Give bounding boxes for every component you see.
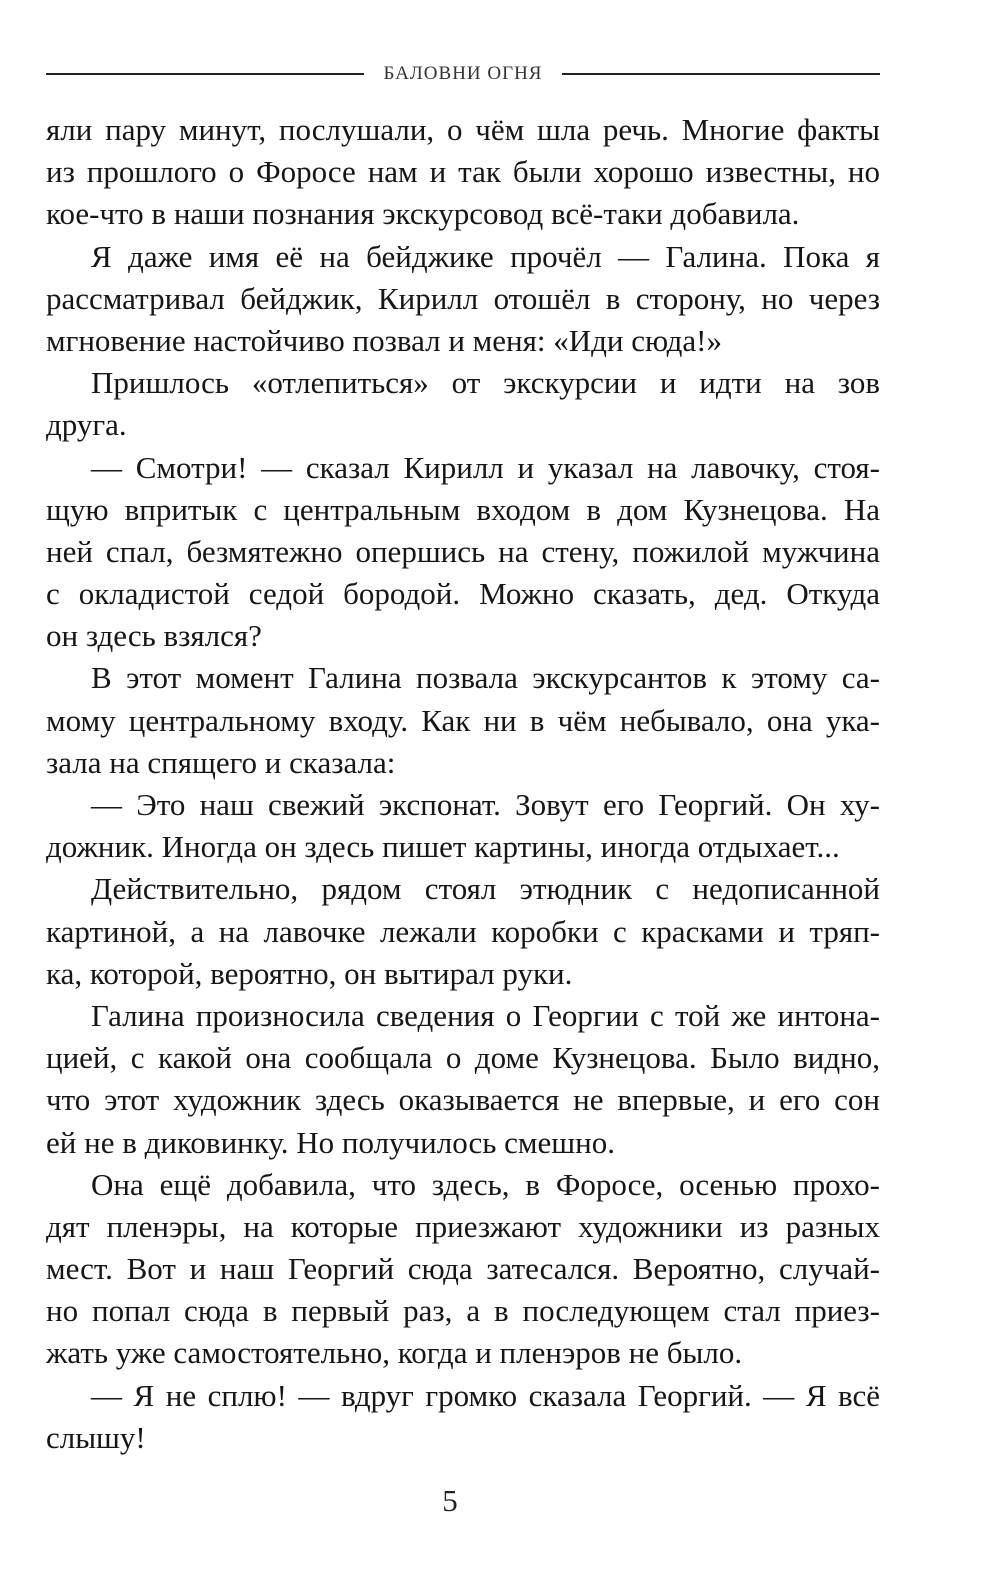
text-line: ка, которой, вероятно, он вытирал руки.: [46, 955, 573, 991]
text-line: цией, с какой она сообщала о доме Кузнецова. Было видно,: [46, 1040, 880, 1076]
text-line: — Это наш свежий экспонат. Зовут его Георгий. Он ху-: [91, 787, 880, 822]
text-line: Пришлось «отлепиться» от экскурсии и идти на зов: [91, 365, 880, 401]
text-line: В этот момент Галина позвала экскурсантов к этому са-: [91, 660, 880, 696]
text-line: яли пару минут, послушали, о чём шла речь. Многие факты: [46, 112, 880, 147]
header-rule-left: [46, 73, 364, 75]
text-line: он здесь взялся?: [46, 618, 262, 654]
text-line: — Смотри! — сказал Кирилл и указал на лавочку, стоя-: [91, 449, 880, 485]
text-line: слышу!: [46, 1419, 146, 1455]
text-line: Галина произносила сведения о Георгии с той же интона-: [91, 997, 880, 1033]
text-line: — Я не сплю! — вдруг громко сказала Георгий. — Я всё: [91, 1377, 880, 1413]
text-line: ей не в диковинку. Но получилось смешно.: [46, 1124, 615, 1160]
text-line: дят пленэры, на которые приезжают художники из разных: [46, 1208, 880, 1244]
text-line: рассматривал бейджик, Кирилл отошёл в сторону, но через: [46, 280, 880, 316]
running-header: [46, 56, 880, 92]
text-line: щую впритык с центральным входом в дом Кузнецова. На: [46, 491, 880, 527]
text-line: с окладистой седой бородой. Можно сказать, дед. Откуда: [46, 576, 880, 612]
text-line: Она ещё добавила, что здесь, в Форосе, осенью прохо-: [91, 1166, 880, 1202]
text-line: из прошлого о Форосе нам и так были хорошо известны, но: [46, 154, 880, 190]
text-line: что этот художник здесь оказывается не впервые, и его сон: [46, 1082, 880, 1118]
text-line: жать уже самостоятельно, когда и пленэров не было.: [46, 1335, 743, 1371]
header-rule-right: [562, 73, 880, 75]
text-line: друга.: [46, 407, 127, 443]
text-line: Действительно, рядом стоял этюдник с недописанной: [91, 871, 880, 907]
body-text: [46, 109, 880, 1459]
running-title: БАЛОВНИ ОГНЯ: [383, 63, 543, 84]
text-line: Я даже имя её на бейджике прочёл — Галина. Пока я: [91, 238, 880, 274]
page-number: 5: [442, 1483, 458, 1518]
text-line: мест. Вот и наш Георгий сюда затесался. Вероятно, случай-: [46, 1251, 880, 1287]
text-line: мому центральному входу. Как ни в чём небывало, она ука-: [46, 702, 880, 738]
text-line: но попал сюда в первый раз, а в последующем стал приез-: [46, 1293, 880, 1329]
text-line: дожник. Иногда он здесь пишет картины, иногда отдыхает...: [46, 829, 840, 865]
text-line: мгновение настойчиво позвал и меня: «Иди сюда!»: [46, 322, 722, 358]
text-line: картиной, а на лавочке лежали коробки с красками и тряп-: [46, 913, 880, 949]
text-line: кое-что в наши познания экскурсовод всё-таки добавила.: [46, 196, 800, 232]
text-line: ней спал, безмятежно опершись на стену, пожилой мужчина: [46, 533, 880, 569]
text-line: зала на спящего и сказала:: [46, 744, 396, 780]
